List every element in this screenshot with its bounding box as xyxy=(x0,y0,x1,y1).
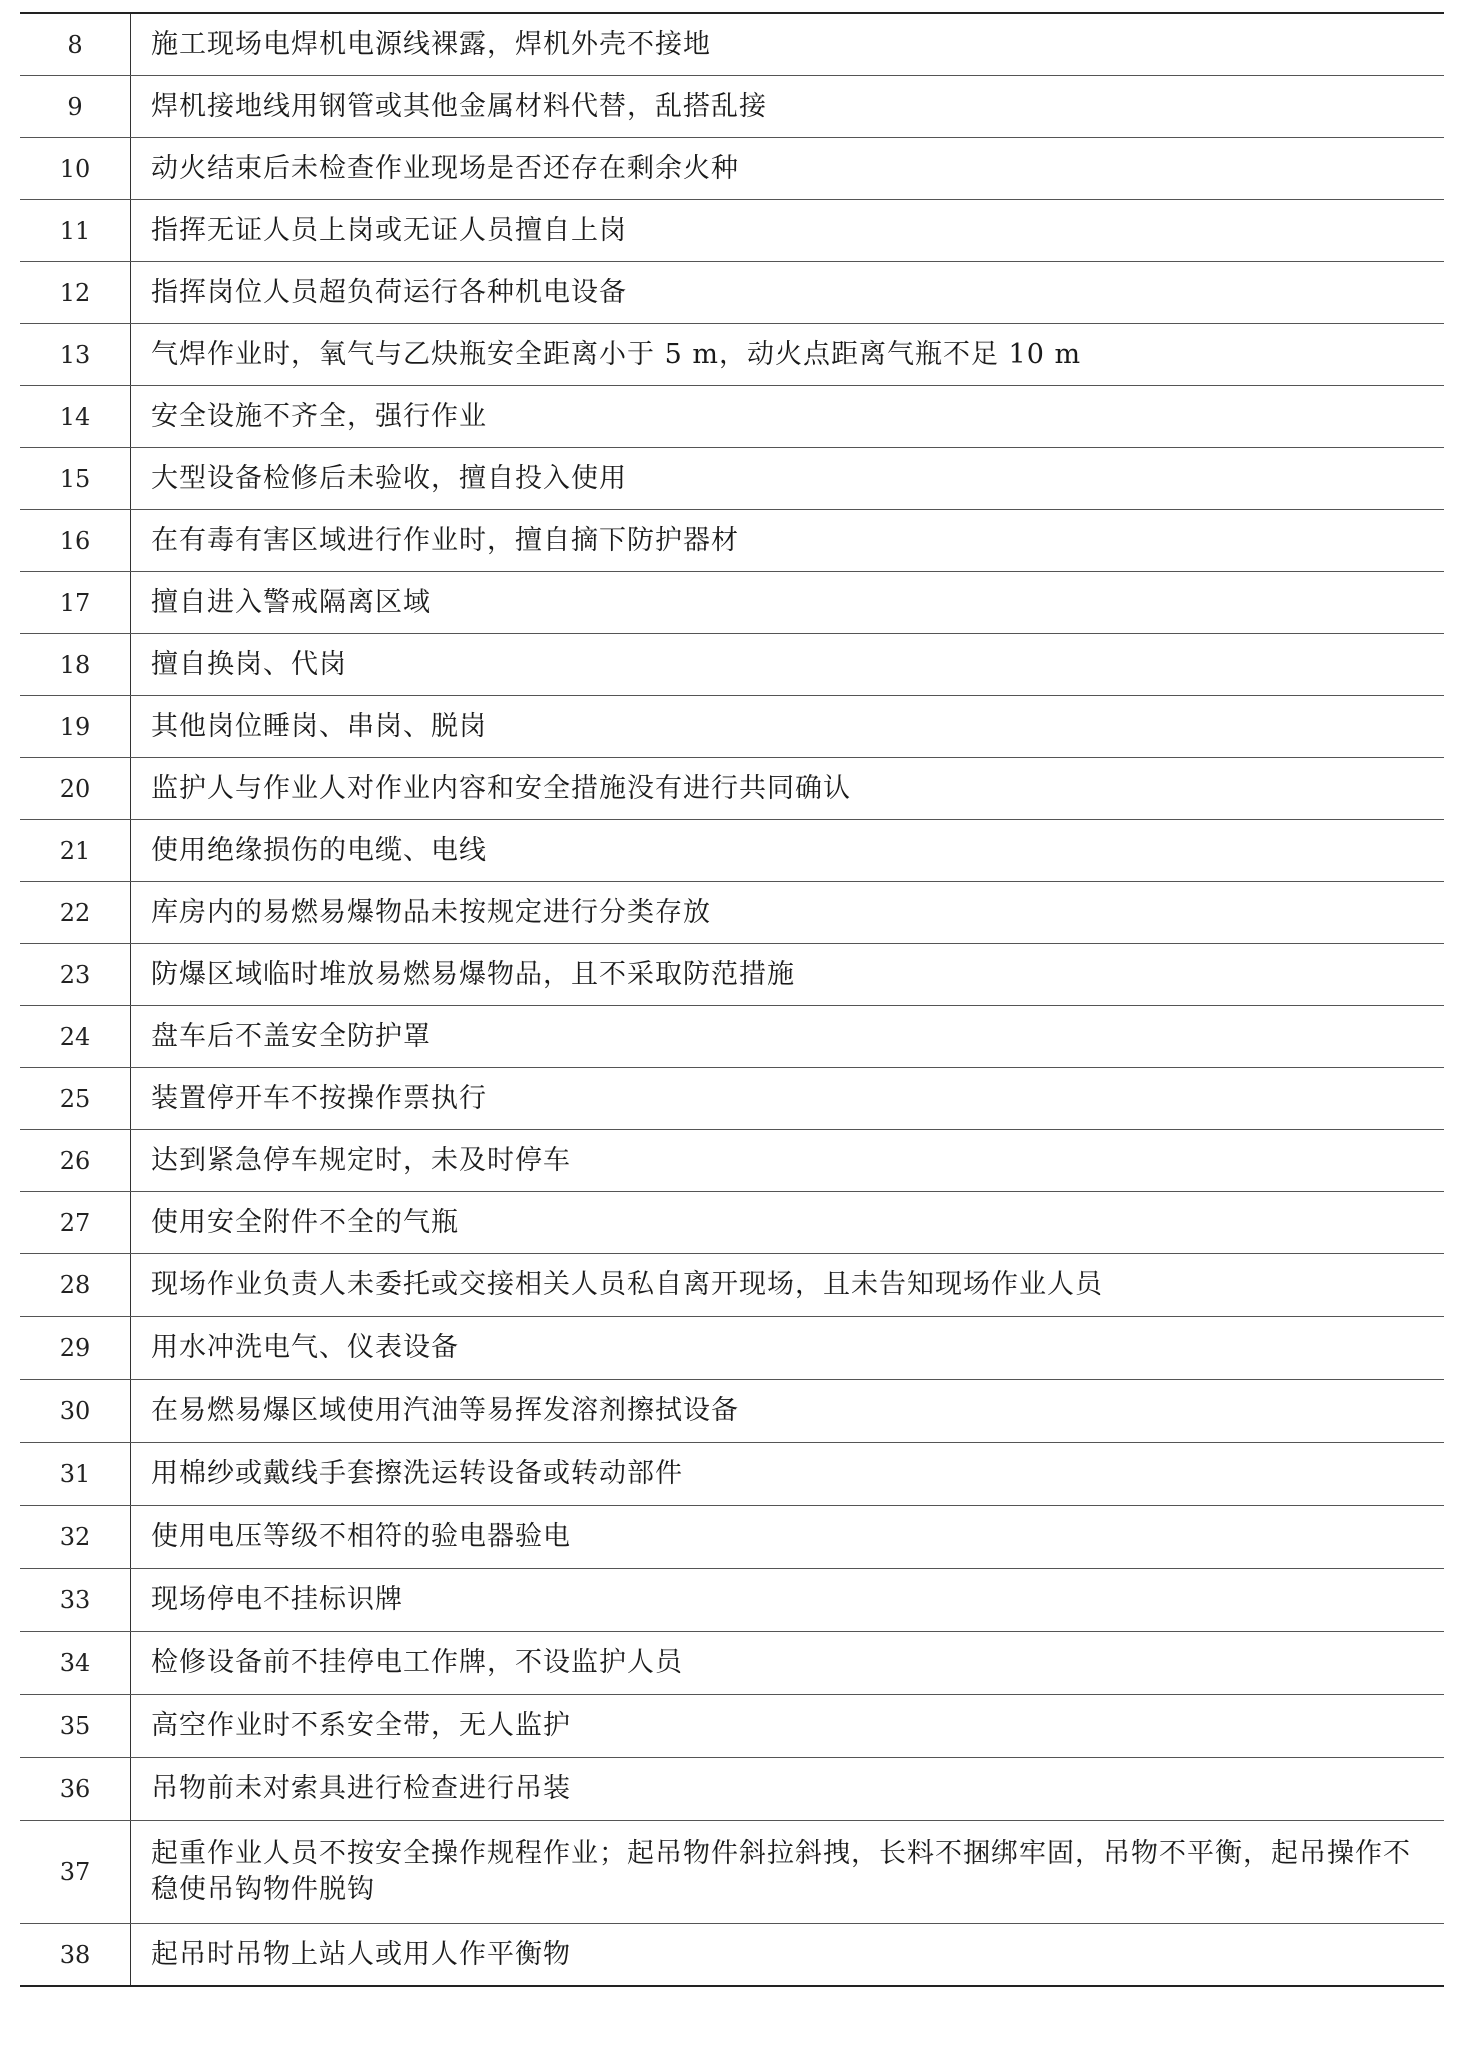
row-description: 指挥岗位人员超负荷运行各种机电设备 xyxy=(131,262,1445,324)
table-row xyxy=(20,448,1444,510)
row-description: 指挥无证人员上岗或无证人员擅自上岗 xyxy=(131,200,1445,262)
row-number: 29 xyxy=(20,1317,131,1380)
row-description: 现场停电不挂标识牌 xyxy=(131,1569,1445,1632)
table-row xyxy=(20,1821,1444,1924)
row-description: 用水冲洗电气、仪表设备 xyxy=(131,1317,1445,1380)
table-row xyxy=(20,76,1444,138)
row-description: 大型设备检修后未验收，擅自投入使用 xyxy=(131,448,1445,510)
row-number: 31 xyxy=(20,1443,131,1506)
table-row xyxy=(20,1192,1444,1254)
table-row xyxy=(20,1443,1444,1506)
row-number: 26 xyxy=(20,1130,131,1192)
row-number: 20 xyxy=(20,758,131,820)
row-description: 在有毒有害区域进行作业时，擅自摘下防护器材 xyxy=(131,510,1445,572)
row-description: 动火结束后未检查作业现场是否还存在剩余火种 xyxy=(131,138,1445,200)
row-number: 30 xyxy=(20,1380,131,1443)
table-row xyxy=(20,882,1444,944)
table-row xyxy=(20,820,1444,882)
row-number: 10 xyxy=(20,138,131,200)
row-description: 库房内的易燃易爆物品未按规定进行分类存放 xyxy=(131,882,1445,944)
row-description: 起吊时吊物上站人或用人作平衡物 xyxy=(131,1924,1445,1987)
row-description: 擅自进入警戒隔离区域 xyxy=(131,572,1445,634)
table-row xyxy=(20,1317,1444,1380)
row-number: 33 xyxy=(20,1569,131,1632)
table-row xyxy=(20,696,1444,758)
row-description: 焊机接地线用钢管或其他金属材料代替，乱搭乱接 xyxy=(131,76,1445,138)
row-number: 28 xyxy=(20,1254,131,1317)
table-row xyxy=(20,200,1444,262)
row-description: 擅自换岗、代岗 xyxy=(131,634,1445,696)
table-body xyxy=(20,13,1444,1986)
table-row xyxy=(20,634,1444,696)
row-description: 监护人与作业人对作业内容和安全措施没有进行共同确认 xyxy=(131,758,1445,820)
row-description: 在易燃易爆区域使用汽油等易挥发溶剂擦拭设备 xyxy=(131,1380,1445,1443)
row-number: 37 xyxy=(20,1821,131,1924)
row-number: 17 xyxy=(20,572,131,634)
table-row xyxy=(20,758,1444,820)
row-description: 高空作业时不系安全带，无人监护 xyxy=(131,1695,1445,1758)
table-row xyxy=(20,944,1444,1006)
table-row xyxy=(20,1569,1444,1632)
table-row xyxy=(20,386,1444,448)
table-row xyxy=(20,138,1444,200)
table-row xyxy=(20,262,1444,324)
row-number: 36 xyxy=(20,1758,131,1821)
row-number: 32 xyxy=(20,1506,131,1569)
table-row xyxy=(20,324,1444,386)
row-number: 12 xyxy=(20,262,131,324)
row-description: 检修设备前不挂停电工作牌，不设监护人员 xyxy=(131,1632,1445,1695)
table-row xyxy=(20,13,1444,76)
row-description: 用棉纱或戴线手套擦洗运转设备或转动部件 xyxy=(131,1443,1445,1506)
row-number: 27 xyxy=(20,1192,131,1254)
violations-table-container xyxy=(20,12,1444,1987)
row-number: 9 xyxy=(20,76,131,138)
table-row xyxy=(20,1130,1444,1192)
row-number: 13 xyxy=(20,324,131,386)
table-row xyxy=(20,510,1444,572)
row-description: 吊物前未对索具进行检查进行吊装 xyxy=(131,1758,1445,1821)
table-row xyxy=(20,1068,1444,1130)
row-number: 22 xyxy=(20,882,131,944)
row-number: 23 xyxy=(20,944,131,1006)
row-number: 16 xyxy=(20,510,131,572)
row-number: 35 xyxy=(20,1695,131,1758)
table-row xyxy=(20,1632,1444,1695)
row-number: 18 xyxy=(20,634,131,696)
row-description: 起重作业人员不按安全操作规程作业；起吊物件斜拉斜拽，长料不捆绑牢固，吊物不平衡，起吊操作不稳使吊钩物件脱钩 xyxy=(131,1821,1445,1924)
row-number: 25 xyxy=(20,1068,131,1130)
table-row xyxy=(20,1758,1444,1821)
table-row xyxy=(20,572,1444,634)
table-row xyxy=(20,1006,1444,1068)
row-number: 21 xyxy=(20,820,131,882)
row-description: 使用电压等级不相符的验电器验电 xyxy=(131,1506,1445,1569)
table-row xyxy=(20,1380,1444,1443)
table-row xyxy=(20,1924,1444,1987)
row-number: 15 xyxy=(20,448,131,510)
table-row xyxy=(20,1254,1444,1317)
row-description: 现场作业负责人未委托或交接相关人员私自离开现场，且未告知现场作业人员 xyxy=(131,1254,1445,1317)
row-description: 其他岗位睡岗、串岗、脱岗 xyxy=(131,696,1445,758)
row-number: 11 xyxy=(20,200,131,262)
table-row xyxy=(20,1506,1444,1569)
row-description: 装置停开车不按操作票执行 xyxy=(131,1068,1445,1130)
row-number: 34 xyxy=(20,1632,131,1695)
row-description: 施工现场电焊机电源线裸露，焊机外壳不接地 xyxy=(131,13,1445,76)
row-description: 防爆区域临时堆放易燃易爆物品，且不采取防范措施 xyxy=(131,944,1445,1006)
row-number: 14 xyxy=(20,386,131,448)
row-description: 达到紧急停车规定时，未及时停车 xyxy=(131,1130,1445,1192)
row-number: 24 xyxy=(20,1006,131,1068)
row-description: 安全设施不齐全，强行作业 xyxy=(131,386,1445,448)
row-number: 8 xyxy=(20,13,131,76)
row-description: 盘车后不盖安全防护罩 xyxy=(131,1006,1445,1068)
row-number: 19 xyxy=(20,696,131,758)
violations-table xyxy=(20,12,1444,1987)
row-description: 使用安全附件不全的气瓶 xyxy=(131,1192,1445,1254)
row-description: 使用绝缘损伤的电缆、电线 xyxy=(131,820,1445,882)
row-number: 38 xyxy=(20,1924,131,1987)
table-row xyxy=(20,1695,1444,1758)
row-description: 气焊作业时，氧气与乙炔瓶安全距离小于 5 m，动火点距离气瓶不足 10 m xyxy=(131,324,1445,386)
